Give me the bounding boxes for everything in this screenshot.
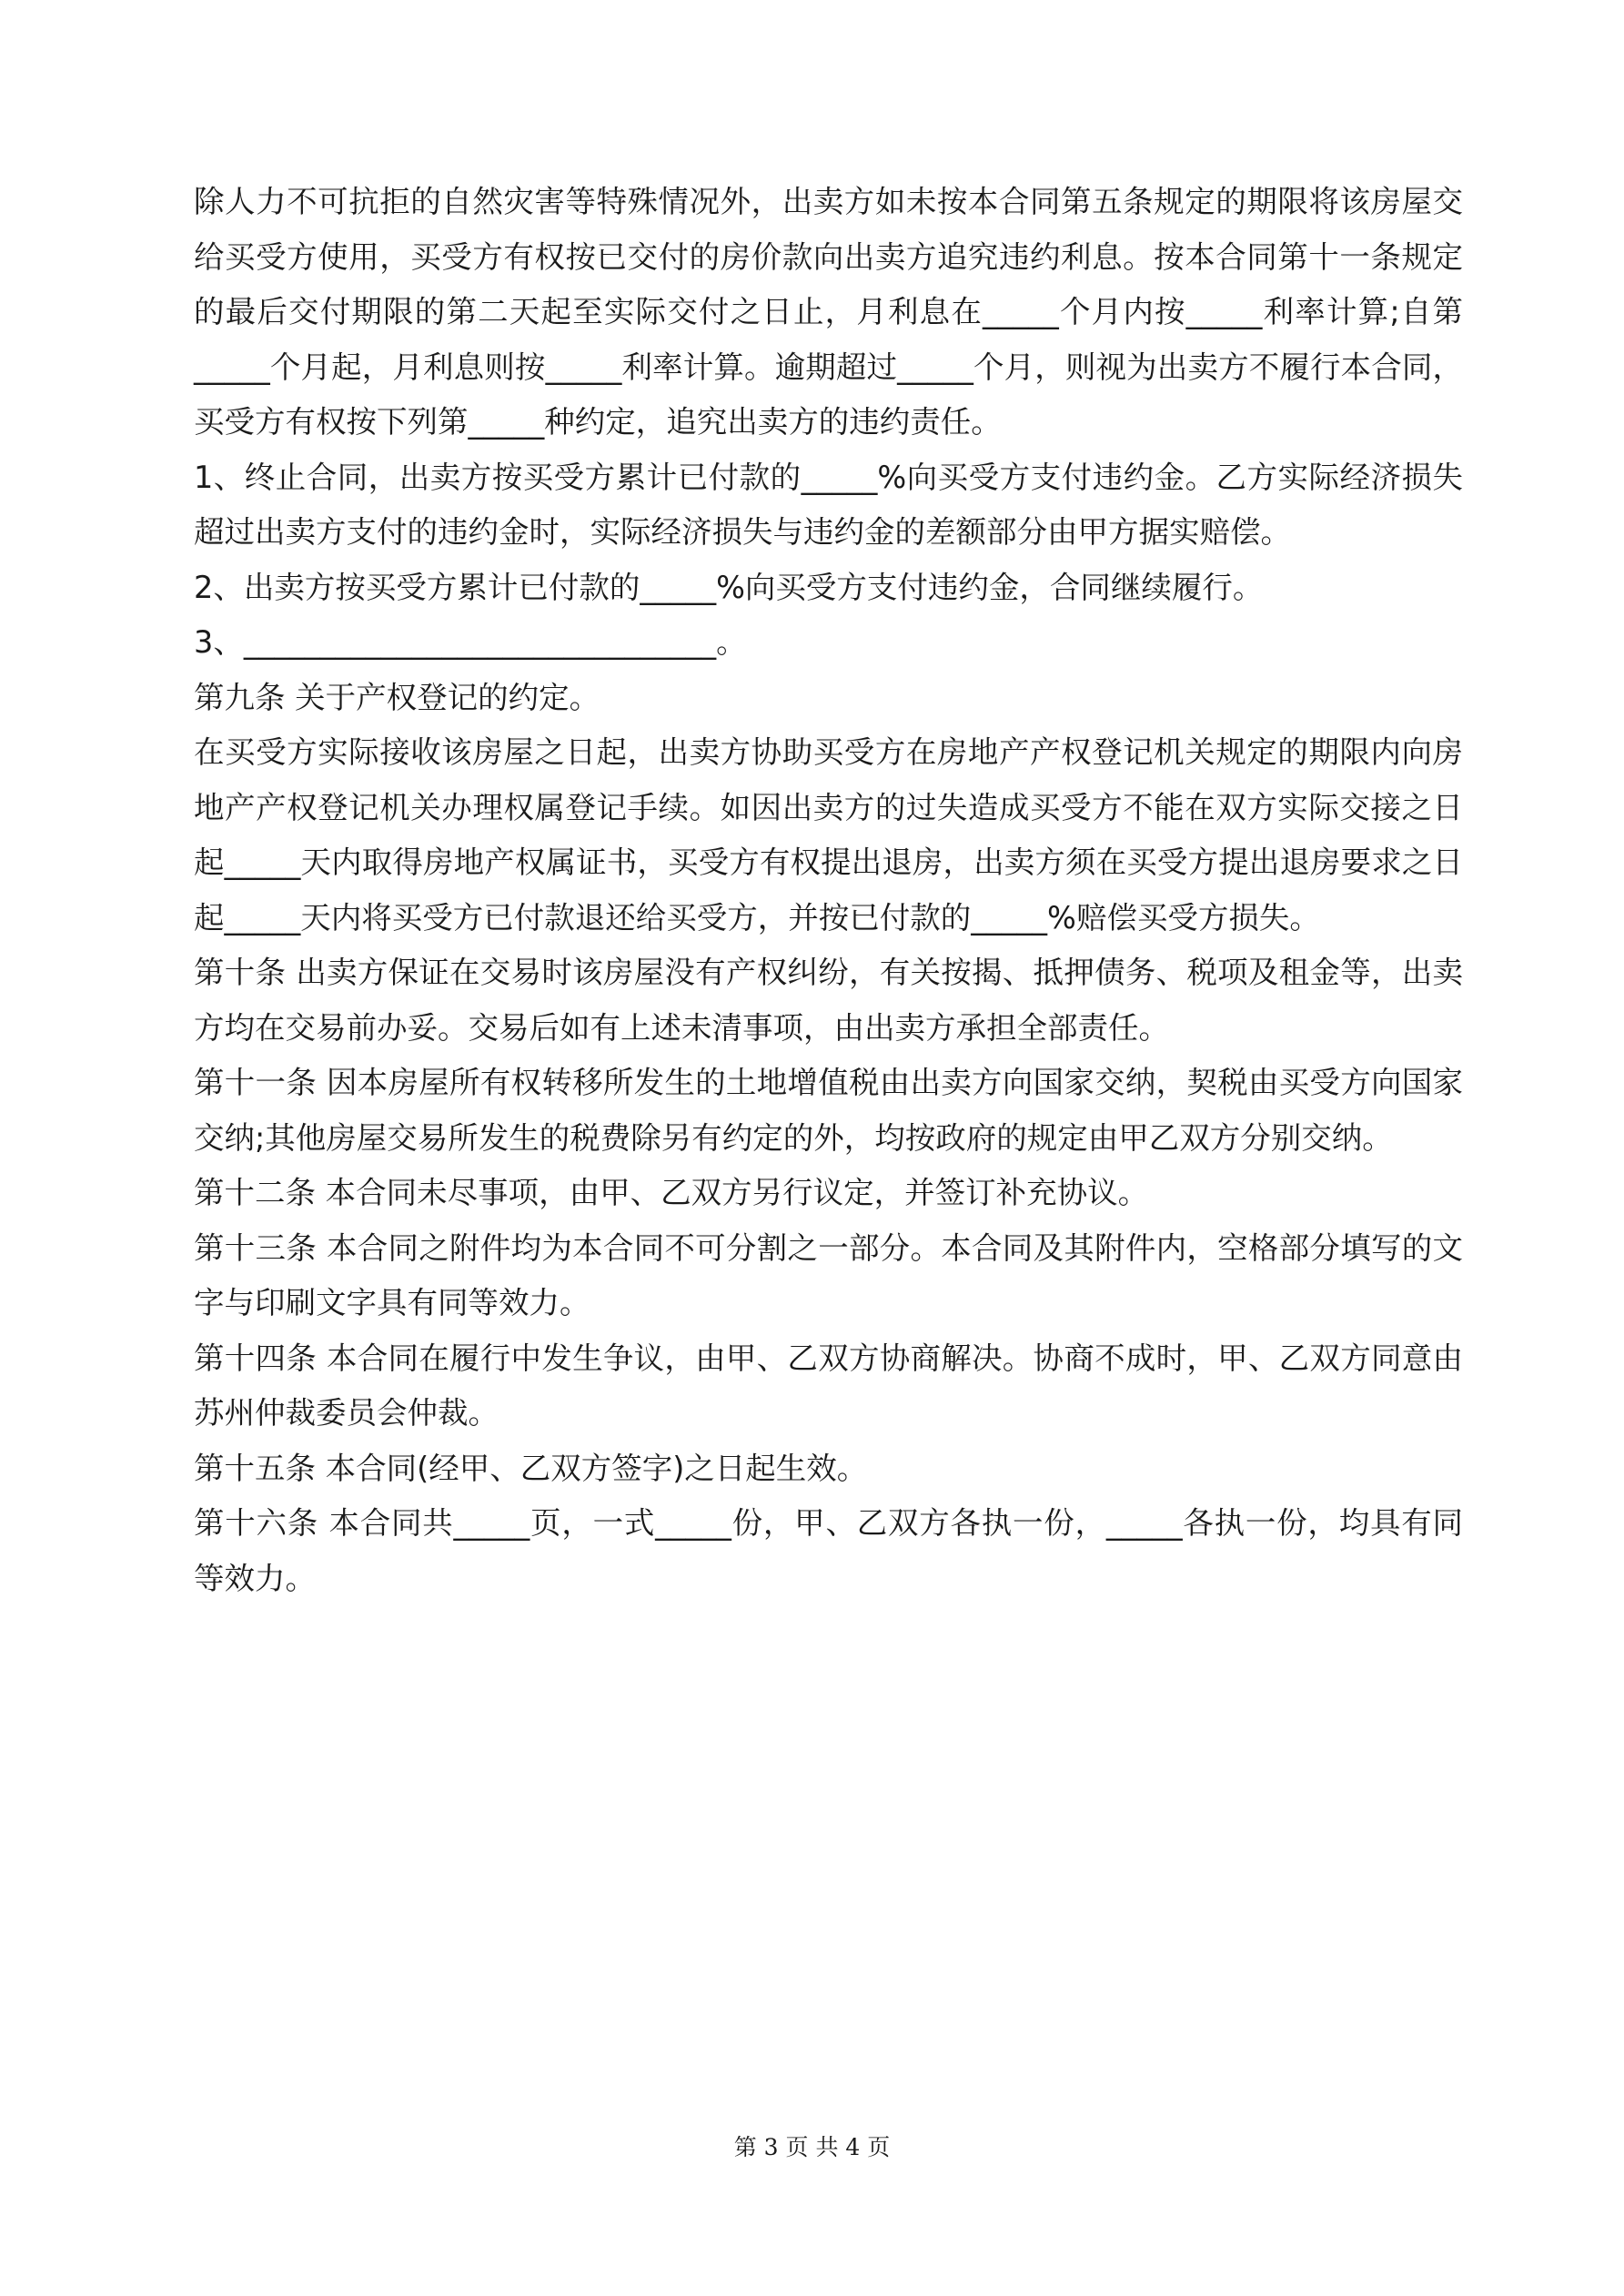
clause-9-heading: 第九条 关于产权登记的约定。: [194, 679, 600, 715]
clause-16: 第十六条 本合同共_____页，一式_____份，甲、乙双方各执一份，_____各执一份，均具有同等效力。: [194, 1505, 1463, 1596]
clause-11: 第十一条 因本房屋所有权转移所发生的土地增值税由出卖方向国家交纳，契税由买受方向国家交纳;其他房屋交易所发生的税费除另有约定的外，均按政府的规定由甲乙双方分别交纳。: [194, 1065, 1463, 1156]
clause-15: 第十五条 本合同(经甲、乙双方签字)之日起生效。: [194, 1450, 868, 1486]
clause-9-body: 在买受方实际接收该房屋之日起，出卖方协助买受方在房地产产权登记机关规定的期限内向房地产产权登记机关办理权属登记手续。如因出卖方的过失造成买受方不能在双方实际交接之日起_____天内取得房地产权属证书，买受方有权提出退房，出卖方须在买受方提出退房要求之日起_____天内将买受方已付款退还给买受方，并按已付款的_____%赔偿买受方损失。: [194, 734, 1463, 936]
contract-body: [194, 175, 1463, 1606]
page-footer: 第 3 页 共 4 页: [733, 2134, 891, 2160]
paragraph-option-2: 2、出卖方按买受方累计已付款的_____%向买受方支付违约金，合同继续履行。: [194, 569, 1264, 605]
clause-10: 第十条 出卖方保证在交易时该房屋没有产权纠纷，有关按揭、抵押债务、税项及租金等，出卖方均在交易前办妥。交易后如有上述未清事项，由出卖方承担全部责任。: [194, 955, 1463, 1046]
clause-13: 第十三条 本合同之附件均为本合同不可分割之一部分。本合同及其附件内，空格部分填写的文字与印刷文字具有同等效力。: [194, 1229, 1463, 1320]
clause-14: 第十四条 本合同在履行中发生争议，由甲、乙双方协商解决。协商不成时，甲、乙双方同意由苏州仲裁委员会仲裁。: [194, 1340, 1463, 1431]
paragraph-option-3: 3、_______________________________。: [194, 624, 747, 660]
paragraph-option-1: 1、终止合同，出卖方按买受方累计已付款的_____%向买受方支付违约金。乙方实际经济损失超过出卖方支付的违约金时，实际经济损失与违约金的差额部分由甲方据实赔偿。: [194, 459, 1463, 550]
paragraph-late-delivery: 除人力不可抗拒的自然灾害等特殊情况外，出卖方如未按本合同第五条规定的期限将该房屋交给买受方使用，买受方有权按已交付的房价款向出卖方追究违约利息。按本合同第十一条规定的最后交付期限的第二天起至实际交付之日止，月利息在_____个月内按_____利率计算;自第_____个月起，月利息则按_____利率计算。逾期超过_____个月，则视为出卖方不履行本合同，买受方有权按下列第_____种约定，追究出卖方的违约责任。: [194, 184, 1463, 440]
clause-12: 第十二条 本合同未尽事项，由甲、乙双方另行议定，并签订补充协议。: [194, 1175, 1149, 1210]
